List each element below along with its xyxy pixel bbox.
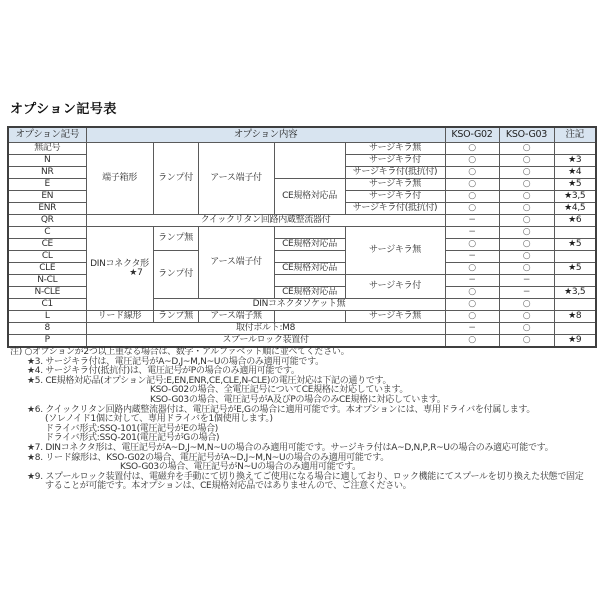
cell-note bbox=[554, 275, 596, 287]
option-symbol-table bbox=[7, 126, 597, 348]
note-star8: ★8. リード線形は、KSO-G02の場合、電圧記号がA~D,J~M,N~Uの場合のみ適用可能です。 bbox=[27, 452, 389, 463]
din-type-note: ★7 bbox=[129, 267, 143, 278]
note-star6-sub2: ドライバ形式:SSQ-101(電圧記号がEの場合) bbox=[45, 423, 218, 434]
note-star5-g02: KSO-G02の場合、全電圧記号についてCE規格に対応しています。 bbox=[150, 385, 409, 396]
cell-symbol: 8 bbox=[8, 323, 86, 335]
cell-kso-g02: ○ bbox=[445, 203, 499, 215]
cell-kso-g03: ○ bbox=[499, 335, 554, 347]
cell-kso-g03: − bbox=[499, 275, 554, 287]
cell-symbol: P bbox=[8, 335, 86, 347]
table-row bbox=[8, 311, 596, 323]
note-star7: ★7. DINコネクタ形は、電圧記号がA~D,J~M,N~Uの場合のみ適用可能です。サージキラ付はA~D,N,P,R~Uの場合のみ適応可能です。 bbox=[27, 442, 554, 453]
cell-lamp: ランプ付 bbox=[153, 251, 198, 299]
note-star4: ★4. サージキラ付(抵抗付)は、電圧記号がPの場合のみ適用可能です。 bbox=[27, 366, 300, 377]
header-option-content: オプション内容 bbox=[86, 127, 445, 143]
cell-kso-g02: ○ bbox=[445, 143, 499, 155]
note-star9: ★9. スプールロック装置付は、電磁弁を手動にて切り換えてご使用になる場合に適しており、ロック機能にてスプールを切り換えた状態で固定 bbox=[27, 471, 584, 482]
note-star3: ★3. サージキラ付は、電圧記号がA~D,J~M,N~Uの場合のみ適用可能です。 bbox=[27, 356, 324, 367]
cell-ce: CE規格対応品 bbox=[274, 239, 345, 251]
cell-note: ★9 bbox=[554, 335, 596, 347]
cell-symbol: N bbox=[8, 155, 86, 167]
cell-ce bbox=[274, 311, 345, 323]
cell-symbol: 無記号 bbox=[8, 143, 86, 155]
cell-ce bbox=[274, 251, 345, 263]
cell-kso-g03: ○ bbox=[499, 203, 554, 215]
cell-kso-g02: ○ bbox=[445, 239, 499, 251]
cell-kso-g02: ○ bbox=[445, 179, 499, 191]
table-row bbox=[8, 227, 596, 239]
cell-kso-g03: ○ bbox=[499, 299, 554, 311]
cell-surge: サージキラ無 bbox=[345, 227, 445, 275]
cell-kso-g02: ○ bbox=[445, 167, 499, 179]
cell-kso-g03: ○ bbox=[499, 167, 554, 179]
cell-kso-g02: ○ bbox=[445, 311, 499, 323]
cell-symbol: C bbox=[8, 227, 86, 239]
note-star5-g03: KSO-G03の場合、電圧記号がA及びPの場合のみCE規格に対応しています。 bbox=[150, 394, 446, 405]
cell-note bbox=[554, 227, 596, 239]
cell-kso-g02: − bbox=[445, 227, 499, 239]
cell-surge: サージキラ付(抵抗付) bbox=[345, 203, 445, 215]
cell-symbol: CL bbox=[8, 251, 86, 263]
cell-note: ★3,5 bbox=[554, 191, 596, 203]
cell-content: DINコネクタソケット無 bbox=[153, 299, 445, 311]
cell-symbol: CE bbox=[8, 239, 86, 251]
cell-kso-g02: − bbox=[445, 215, 499, 227]
cell-ce bbox=[274, 227, 345, 239]
cell-symbol: EN bbox=[8, 191, 86, 203]
cell-kso-g03: ○ bbox=[499, 239, 554, 251]
table-row bbox=[8, 323, 596, 335]
cell-note bbox=[554, 251, 596, 263]
cell-kso-g02: − bbox=[445, 251, 499, 263]
cell-content: 取付ボルト:M8 bbox=[86, 323, 445, 335]
cell-surge: サージキラ付 bbox=[345, 155, 445, 167]
cell-surge: サージキラ無 bbox=[345, 143, 445, 155]
cell-earth: アース端子付 bbox=[198, 227, 274, 299]
header-kso-g03: KSO-G03 bbox=[499, 127, 554, 143]
cell-ce bbox=[274, 275, 345, 287]
cell-surge: サージキラ無 bbox=[345, 311, 445, 323]
cell-symbol: N-CLE bbox=[8, 287, 86, 299]
cell-kso-g03: ○ bbox=[499, 191, 554, 203]
cell-kso-g03: ○ bbox=[499, 311, 554, 323]
cell-lamp: ランプ無 bbox=[153, 311, 198, 323]
cell-kso-g03: ○ bbox=[499, 179, 554, 191]
cell-content: クイックリタン回路内蔵整流器付 bbox=[86, 215, 445, 227]
cell-kso-g03: ○ bbox=[499, 323, 554, 335]
cell-note bbox=[554, 299, 596, 311]
cell-surge: サージキラ付 bbox=[345, 275, 445, 299]
cell-kso-g02: ○ bbox=[445, 263, 499, 275]
cell-kso-g02: − bbox=[445, 275, 499, 287]
cell-symbol: E bbox=[8, 179, 86, 191]
cell-kso-g02: ○ bbox=[445, 191, 499, 203]
cell-kso-g02: − bbox=[445, 323, 499, 335]
header-option-symbol: オプション記号 bbox=[8, 127, 86, 143]
cell-kso-g03: ○ bbox=[499, 155, 554, 167]
note-star6: ★6. クイックリタン回路内蔵整流器付は、電圧記号がE,Gの場合に適用可能です。本オプションには、専用ドライバを付属します。 bbox=[27, 404, 536, 415]
cell-note: ★5 bbox=[554, 179, 596, 191]
cell-type: リード線形 bbox=[86, 311, 153, 323]
cell-note: ★3,5 bbox=[554, 287, 596, 299]
cell-note: ★6 bbox=[554, 215, 596, 227]
cell-ce bbox=[274, 143, 345, 179]
cell-content: スプールロック装置付 bbox=[86, 335, 445, 347]
page-title: オプション記号表 bbox=[10, 102, 117, 117]
cell-kso-g02: ○ bbox=[445, 155, 499, 167]
note-star9-sub: することが可能です。本オプションは、CE規格対応品ではありませんので、ご注意ください。 bbox=[45, 481, 412, 492]
cell-note: ★5 bbox=[554, 263, 596, 275]
footnotes bbox=[10, 348, 596, 492]
cell-ce: CE規格対応品 bbox=[274, 179, 345, 215]
din-type-label: DINコネクタ形 bbox=[90, 258, 149, 269]
cell-surge: サージキラ付 bbox=[345, 191, 445, 203]
note-star8-g03: KSO-G03の場合、電圧記号がN~Uの場合のみ適用可能です。 bbox=[120, 462, 361, 473]
cell-kso-g03: ○ bbox=[499, 263, 554, 275]
cell-kso-g03: − bbox=[499, 287, 554, 299]
cell-symbol: N-CL bbox=[8, 275, 86, 287]
cell-ce: CE規格対応品 bbox=[274, 263, 345, 275]
cell-symbol: NR bbox=[8, 167, 86, 179]
cell-note: ★5 bbox=[554, 239, 596, 251]
cell-note bbox=[554, 323, 596, 335]
note-intro: 注) ○オプションが2つ以上重なる場合は、数字・アルファベット順に並べてください。 bbox=[10, 347, 350, 357]
cell-earth: アース端子付 bbox=[198, 143, 274, 215]
table-header-row bbox=[8, 127, 596, 143]
table-row bbox=[8, 215, 596, 227]
cell-surge: サージキラ無 bbox=[345, 179, 445, 191]
note-star6-sub1: (ソレノイド1個に対して、専用ドライバを1個使用します。) bbox=[45, 414, 273, 425]
cell-kso-g02: ○ bbox=[445, 335, 499, 347]
cell-surge: サージキラ付(抵抗付) bbox=[345, 167, 445, 179]
header-note: 注記 bbox=[554, 127, 596, 143]
cell-kso-g03: ○ bbox=[499, 143, 554, 155]
cell-note: ★4 bbox=[554, 167, 596, 179]
cell-lamp: ランプ付 bbox=[153, 143, 198, 215]
cell-earth: アース端子無 bbox=[198, 311, 274, 323]
cell-note: ★4,5 bbox=[554, 203, 596, 215]
cell-type: 端子箱形 bbox=[86, 143, 153, 215]
cell-symbol: C1 bbox=[8, 299, 86, 311]
cell-symbol: QR bbox=[8, 215, 86, 227]
note-star6-sub3: ドライバ形式:SSQ-201(電圧記号がGの場合) bbox=[45, 433, 220, 444]
cell-symbol: ENR bbox=[8, 203, 86, 215]
cell-note: ★8 bbox=[554, 311, 596, 323]
cell-kso-g03: ○ bbox=[499, 215, 554, 227]
cell-ce: CE規格対応品 bbox=[274, 287, 345, 299]
table-row bbox=[8, 143, 596, 155]
header-kso-g02: KSO-G02 bbox=[445, 127, 499, 143]
cell-note bbox=[554, 143, 596, 155]
cell-symbol: CLE bbox=[8, 263, 86, 275]
cell-kso-g02: ○ bbox=[445, 299, 499, 311]
cell-kso-g03: ○ bbox=[499, 251, 554, 263]
cell-note: ★3 bbox=[554, 155, 596, 167]
cell-kso-g02: ○ bbox=[445, 287, 499, 299]
table-row bbox=[8, 335, 596, 347]
note-star5: ★5. CE規格対応品(オプション記号:E,EN,ENR,CE,CLE,N-CLE)の電圧対応は下記の通りです。 bbox=[27, 375, 392, 386]
cell-kso-g03: ○ bbox=[499, 227, 554, 239]
cell-lamp: ランプ無 bbox=[153, 227, 198, 251]
cell-symbol: L bbox=[8, 311, 86, 323]
cell-type bbox=[86, 227, 153, 311]
